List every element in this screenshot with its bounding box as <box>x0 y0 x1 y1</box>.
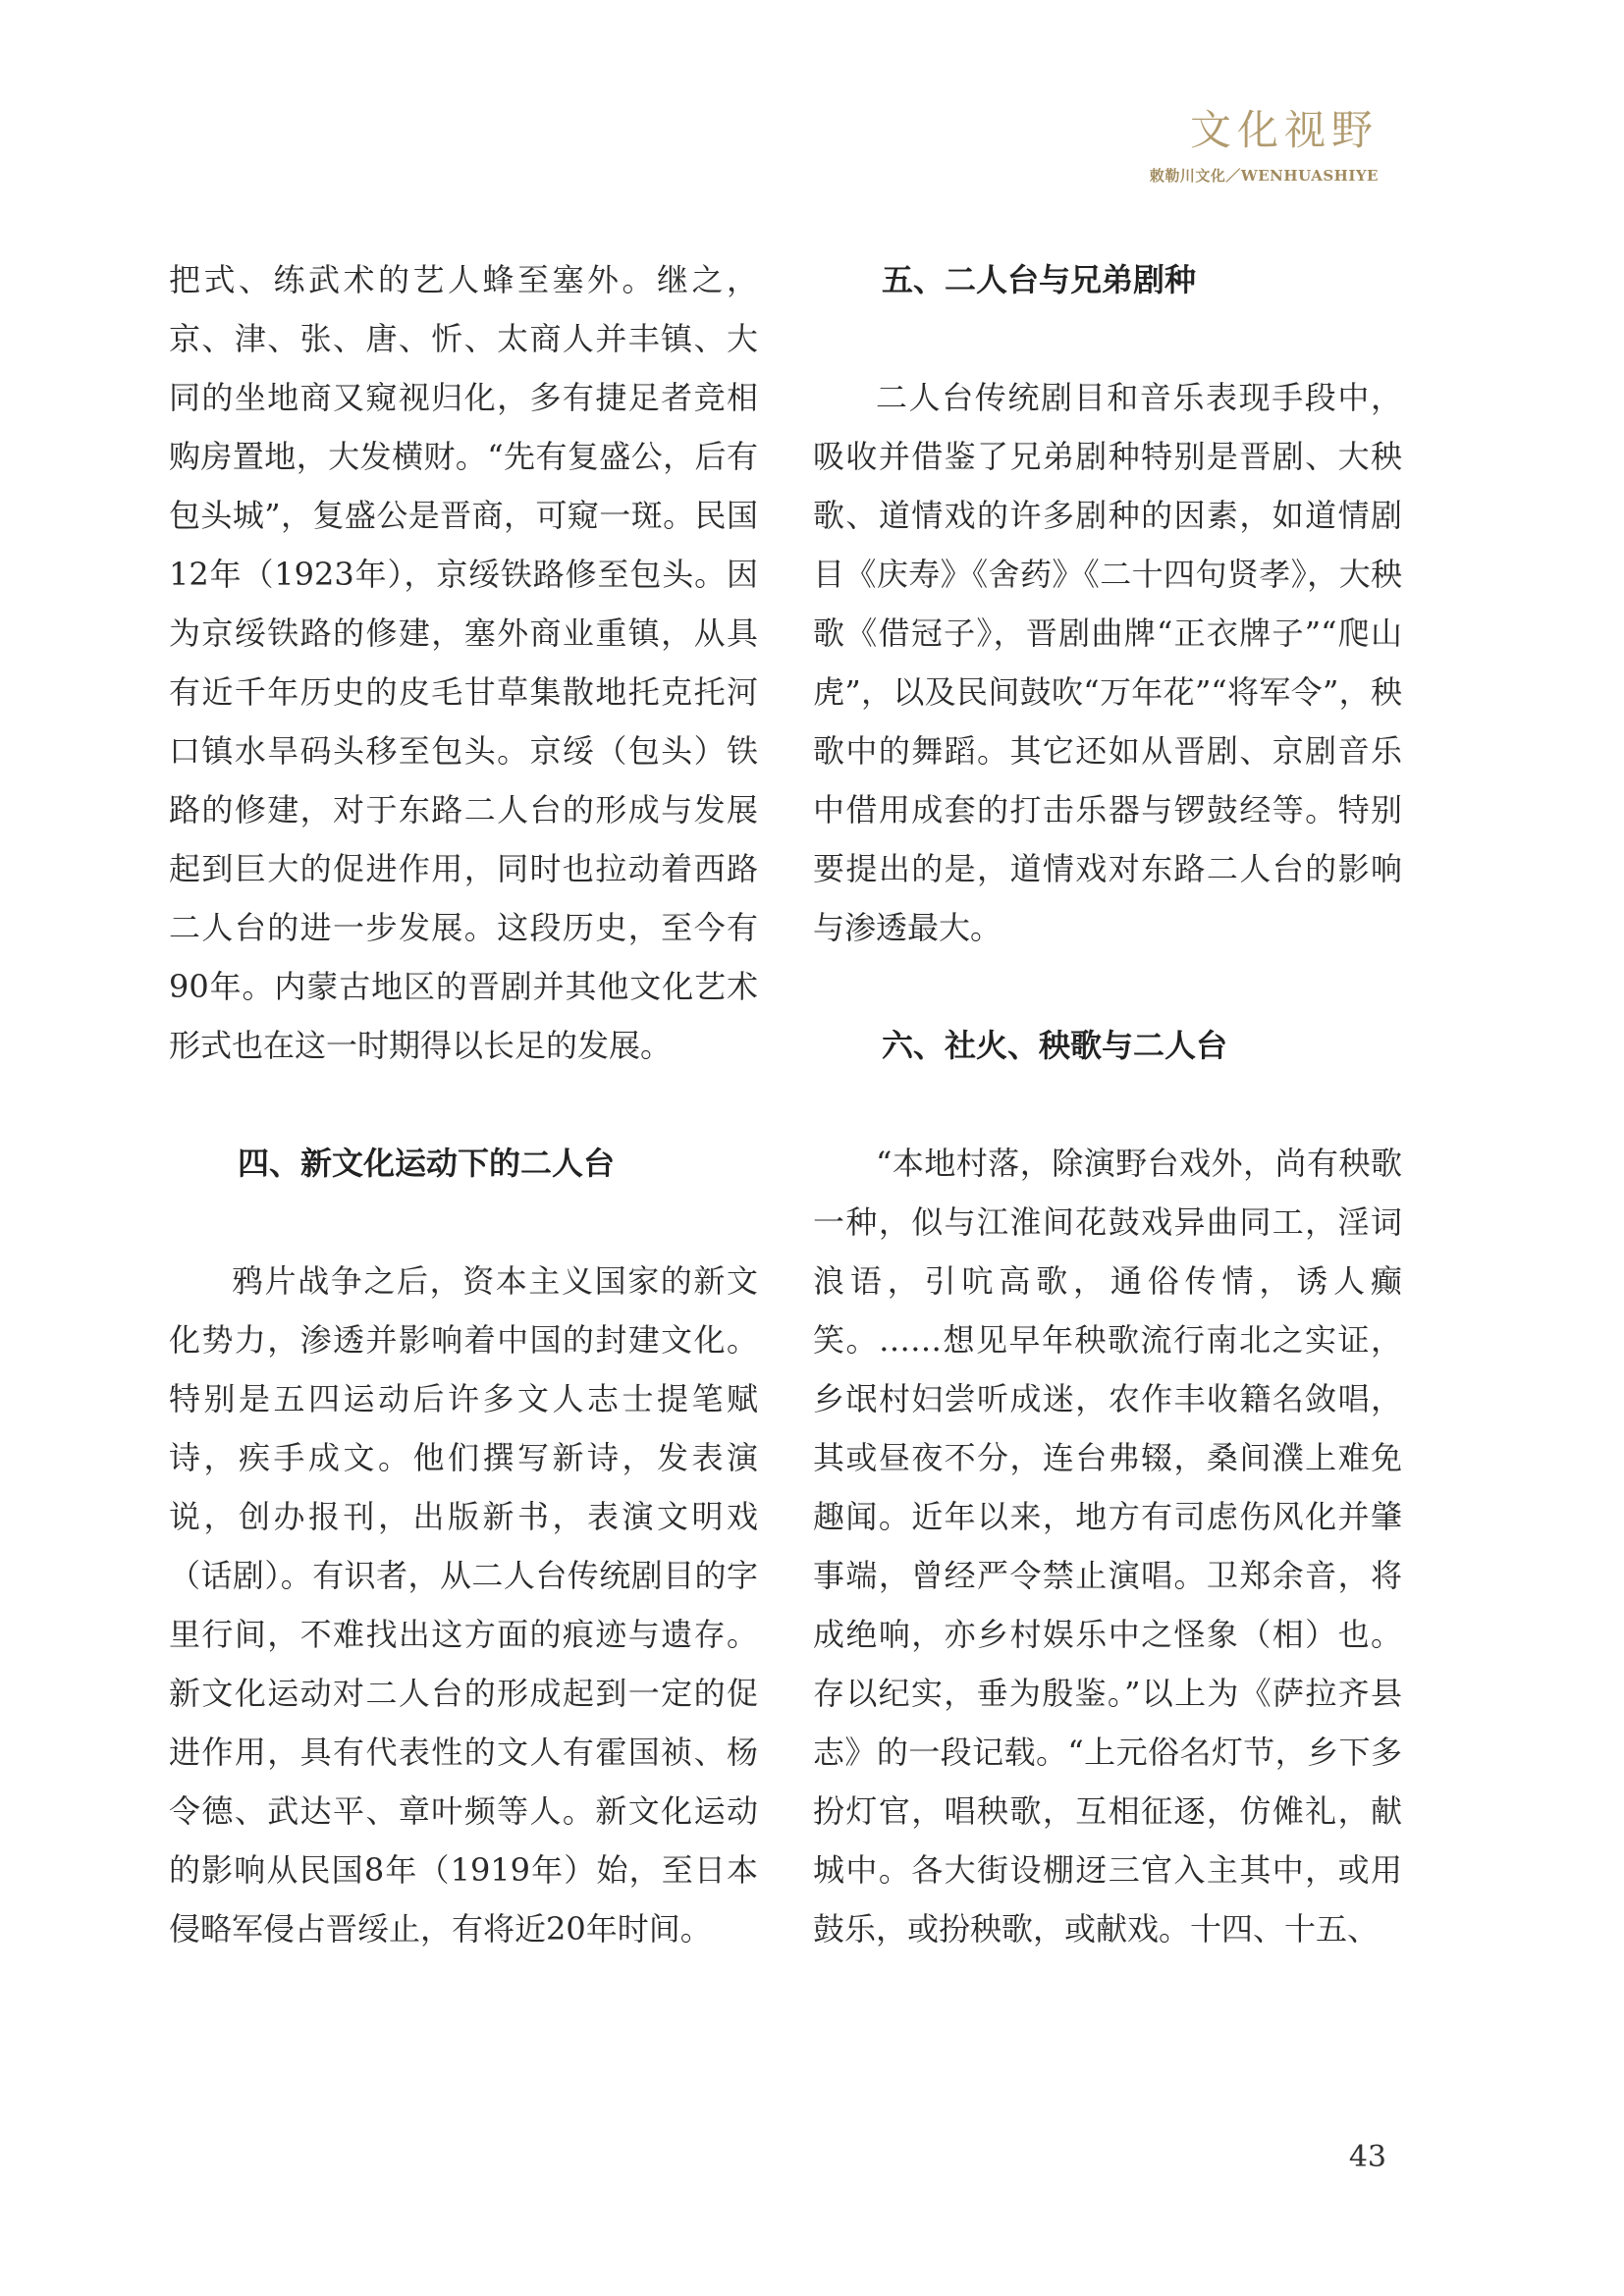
paragraph-sibling-operas: 二人台传统剧目和音乐表现手段中，吸收并借鉴了兄弟剧种特别是晋剧、大秧歌、道情戏的许多剧种的因素，如道情剧目《庆寿》《舍药》《二十四句贤孝》，大秧歌《借冠子》，晋剧曲牌“正衣牌子”“爬山虎”，以及民间鼓吹“万年花”“将军令”，秧歌中的舞蹈。其它还如从晋剧、京剧音乐中借用成套的打击乐器与锣鼓经等。特别要提出的是，道情戏对东路二人台的影响与渗透最大。 <box>813 379 1402 946</box>
paragraph-yangge: “本地村落，除演野台戏外，尚有秧歌一种，似与江淮间花鼓戏异曲同工，淫词浪语，引吭高歌，通俗传情，诱人癫笑。……想见早年秧歌流行南北之实证，乡氓村妇尝听成迷，农作丰收籍名敛唱，其或昼夜不分，连台弗辍，桑间濮上难免趣闻。近年以来，地方有司虑伤风化并肇事端，曾经严令禁止演唱。卫郑余音，将成绝响，亦乡村娱乐中之怪象（相）也。存以纪实，垂为殷鉴。”以上为《萨拉齐县志》的一段记载。“上元俗名灯节，乡下多扮灯官，唱秧歌，互相征逐，仿傩礼，献城中。各大街设棚迓三官入主其中，或用鼓乐，或扮秧歌，或献戏。十四、十五、 <box>813 1145 1402 1948</box>
spacer <box>169 1075 758 1134</box>
section-subtitle: 敕勒川文化／WENHUASHIYE <box>1149 167 1379 185</box>
section-heading-4: 四、新文化运动下的二人台 <box>238 1145 616 1182</box>
page-number: 43 <box>1348 2140 1386 2174</box>
paragraph-continuation: 把式、练武术的艺人蜂至塞外。继之，京、津、张、唐、忻、太商人并丰镇、大同的坐地商又窥视归化，多有捷足者竞相购房置地，大发横财。“先有复盛公，后有包头城”，复盛公是晋商，可窥一斑。民国12年（1923年），京绥铁路修至包头。因为京绥铁路的修建，塞外商业重镇，从具有近千年历史的皮毛甘草集散地托克托河口镇水旱码头移至包头。京绥（包头）铁路的修建，对于东路二人台的形成与发展起到巨大的促进作用，同时也拉动着西路二人台的进一步发展。这段历史，至今有90年。内蒙古地区的晋剧并其他文化艺术形式也在这一时期得以长足的发展。 <box>169 261 758 1064</box>
section-heading-5: 五、二人台与兄弟剧种 <box>882 261 1197 298</box>
right-column <box>813 250 1402 1958</box>
spacer <box>813 1075 1402 1134</box>
spacer <box>813 957 1402 1016</box>
paragraph-new-culture: 鸦片战争之后，资本主义国家的新文化势力，渗透并影响着中国的封建文化。特别是五四运动后许多文人志士提笔赋诗，疾手成文。他们撰写新诗，发表演说，创办报刊，出版新书，表演文明戏（话剧）。有识者，从二人台传统剧目的字里行间，不难找出这方面的痕迹与遗存。新文化运动对二人台的形成起到一定的促进作用，具有代表性的文人有霍国祯、杨令德、武达平、章叶频等人。新文化运动的影响从民国8年（1919年）始，至日本侵略军侵占晋绥止，有将近20年时间。 <box>169 1262 758 1948</box>
spacer <box>813 309 1402 368</box>
section-heading-6: 六、社火、秧歌与二人台 <box>882 1027 1228 1064</box>
left-column <box>169 250 758 1958</box>
running-header <box>1149 106 1379 186</box>
spacer <box>169 1193 758 1252</box>
section-title: 文化视野 <box>1189 106 1379 154</box>
